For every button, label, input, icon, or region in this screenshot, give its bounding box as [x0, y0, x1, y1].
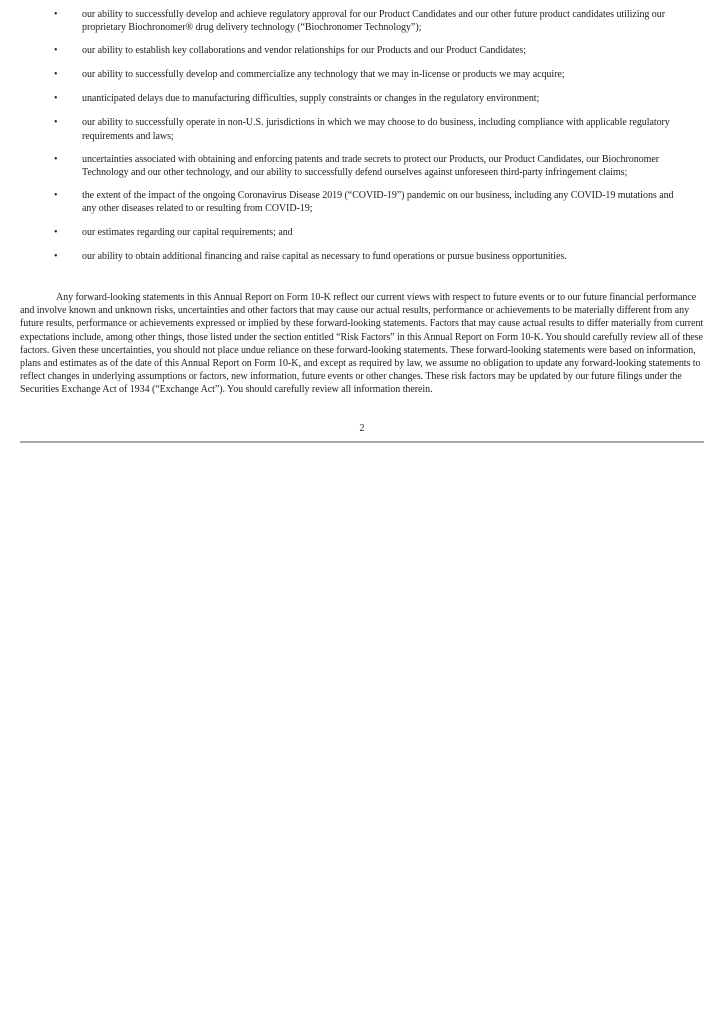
forward-looking-factors-list: [0, 8, 724, 274]
bullet-icon: •: [54, 117, 58, 129]
bullet-icon: •: [54, 226, 58, 238]
list-item-text: uncertainties associated with obtaining and enforcing patents and trade secrets to protect our Products, our Product Candidates, our Biochronomer Technology and our other technology, and our ability to successfully defend ourselves against unforeseen third-party infringement claims;: [82, 153, 660, 179]
bullet-icon: •: [54, 250, 58, 262]
list-item-text: our estimates regarding our capital requirements; and: [82, 226, 293, 238]
list-item: [0, 116, 724, 142]
bullet-icon: •: [54, 153, 58, 165]
page-number: 2: [359, 423, 365, 434]
list-item-text: our ability to successfully develop and achieve regulatory approval for our Product Candidates and our other future product candidates utilizing our proprietary Biochronomer® drug delivery technology (“Biochronomer Technology”);: [82, 9, 665, 34]
bullet-icon: •: [54, 9, 58, 20]
bullet-icon: •: [54, 93, 58, 105]
list-item-text: our ability to successfully develop and commercialize any technology that we may in-license or products we may acquire;: [82, 69, 565, 81]
list-item: [0, 250, 724, 264]
bullet-icon: •: [54, 69, 58, 81]
bullet-icon: •: [54, 190, 58, 202]
list-item-text: unanticipated delays due to manufacturing difficulties, supply constraints or changes in the regulatory environment;: [82, 93, 540, 105]
list-item: [0, 8, 724, 34]
list-item-text: the extent of the impact of the ongoing Coronavirus Disease 2019 (“COVID-19”) pandemic on our business, including any COVID-19 mutations and any other diseases related to or resulting from COVID-19;: [82, 190, 674, 215]
list-item: [0, 226, 724, 240]
list-item-text: our ability to obtain additional financing and raise capital as necessary to fund operations or pursue business opportunities.: [82, 250, 567, 262]
list-item-text: our ability to successfully operate in non-U.S. jurisdictions in which we may choose to do business, including compliance with applicable regulatory requirements and laws;: [82, 117, 670, 142]
list-item: [0, 92, 724, 106]
list-item: [0, 68, 724, 82]
forward-looking-statements-paragraph: Any forward-looking statements in this Annual Report on Form 10-K reflect our current views with respect to future events or to our future financial performance and involve known and unknown risks, uncertainties and other factors that may cause our actual results, performance or achievements to be materially different from any future results, performance or achievements expressed or implied by these forward-looking statements. Factors that may cause actual results to differ materially from current expectations include, among other things, those listed under the section entitled “Risk Factors” in this Annual Report on Form 10-K. You should carefully review all of these factors. Given these uncertainties, you should not place undue reliance on these forward-looking statements. These forward-looking statements were based on information, plans and estimates as of the date of this Annual Report on Form 10-K, and except as required by law, we assume no obligation to update any forward-looking statements to reflect changes in underlying assumptions or factors, new information, future events or other changes. These risk factors may be updated by our future filings under the Securities Exchange Act of 1934 (“Exchange Act”). You should carefully review all information therein.: [20, 292, 704, 396]
bullet-icon: •: [54, 45, 58, 57]
page-divider: [20, 441, 704, 443]
list-item: [0, 189, 724, 215]
list-item-text: our ability to establish key collaborations and vendor relationships for our Products and our Product Candidates;: [82, 45, 526, 57]
list-item: [0, 44, 724, 58]
list-item: [0, 153, 724, 179]
